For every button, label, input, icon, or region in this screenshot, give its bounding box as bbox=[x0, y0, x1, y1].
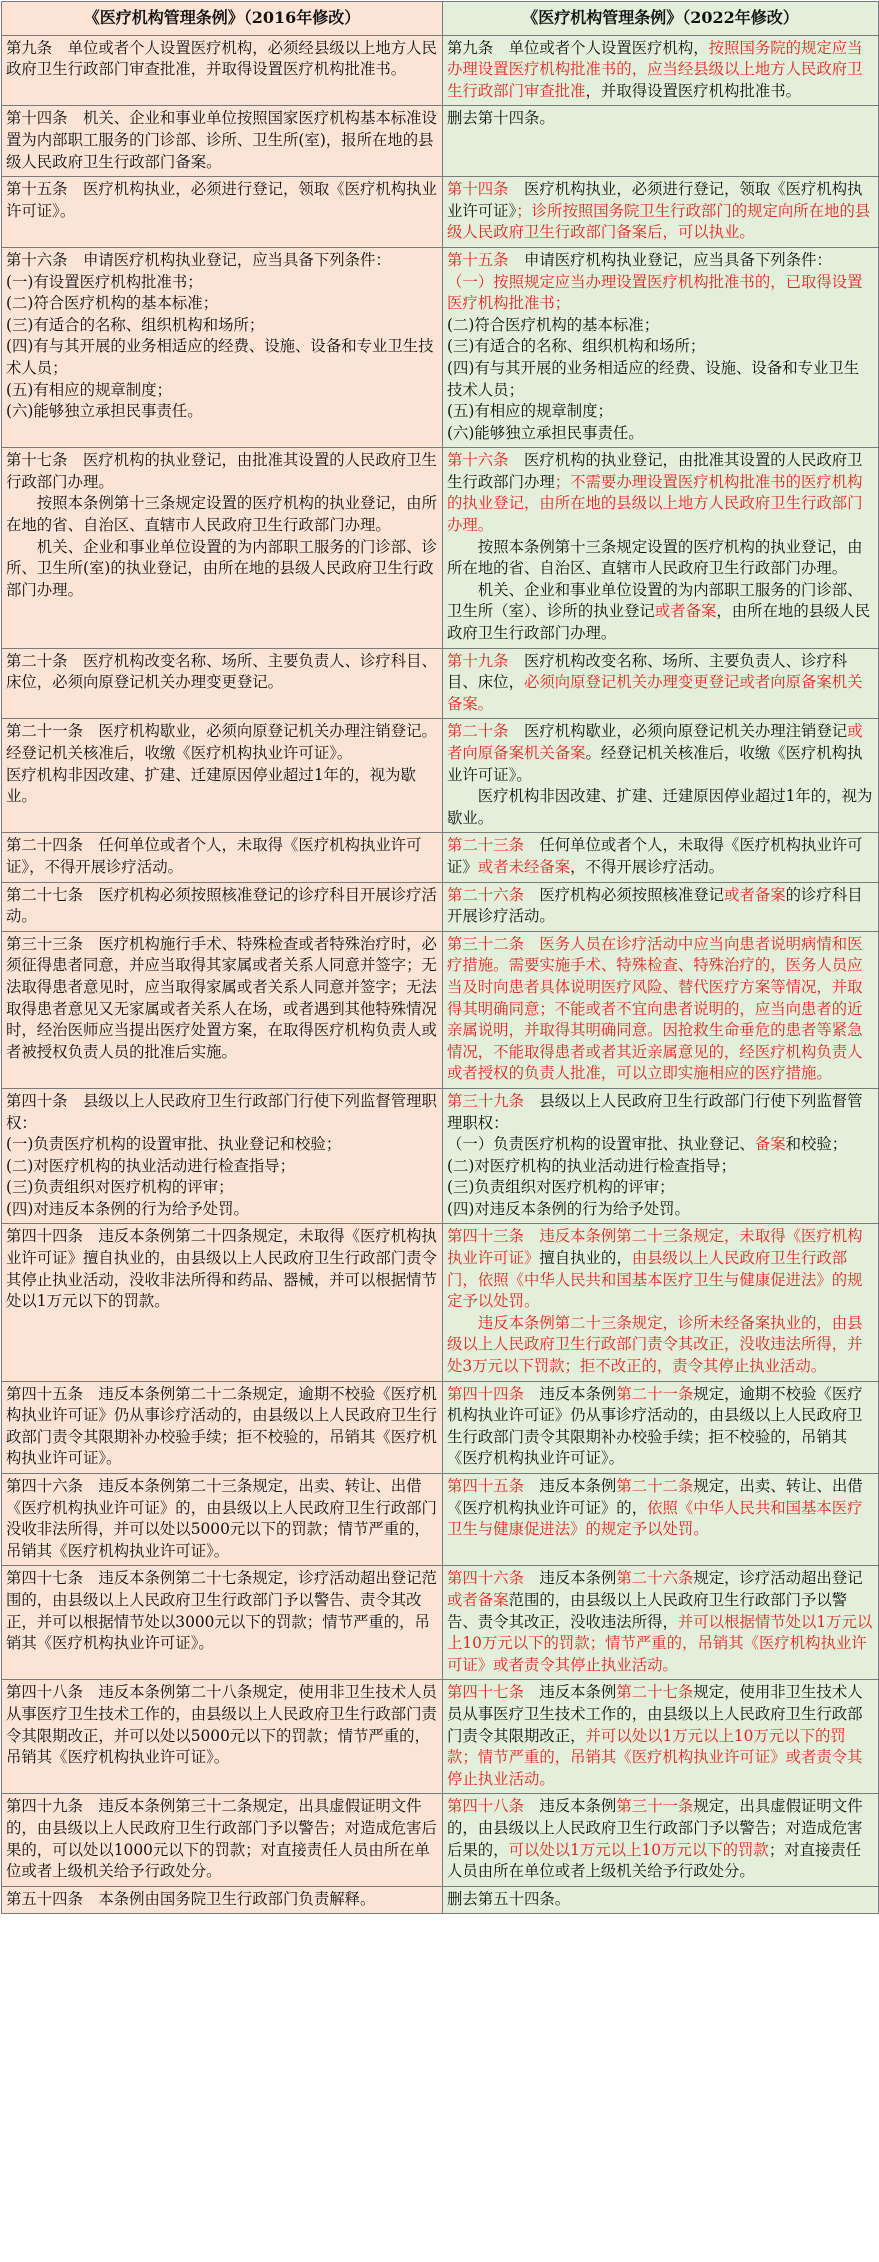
article-text: 。经登记机关核准后，收缴《医疗机构执业许可证》。 bbox=[447, 744, 863, 784]
article-text: (一)负责医疗机构的设置审批、执业登记和校验； bbox=[6, 1135, 342, 1154]
amended-text: 或者未经备案 bbox=[477, 857, 571, 876]
old-article-cell bbox=[2, 1794, 443, 1886]
article-paragraph bbox=[447, 423, 874, 445]
old-article-cell bbox=[2, 1381, 443, 1473]
article-text: 机关、企业和事业单位设置的为内部职工服务的门诊部、卫生所（室）、诊所的执业登记 bbox=[447, 580, 863, 621]
amended-text: 或者向原备案机关备案 bbox=[447, 722, 863, 762]
article-paragraph bbox=[6, 179, 438, 222]
article-text: 第四十条 县级以上人民政府卫生行政部门行使下列监督管理职权： bbox=[6, 1091, 437, 1132]
amended-text: ；不需要办理设置医疗机构批准书的医疗机构的执业登记，由所在地的县级以上地方人民政府卫生行政部门办理。 bbox=[447, 472, 863, 535]
article-text: 医疗机构非因改建、扩建、迁建原因停业超过1年的，视为歇业。 bbox=[447, 787, 873, 827]
article-row bbox=[2, 106, 879, 177]
article-text: 医疗机构必须按照核准登记 bbox=[523, 885, 725, 904]
article-paragraph bbox=[447, 1796, 874, 1882]
article-text: (三)有适合的名称、组织机构和场所； bbox=[6, 315, 265, 334]
article-text: (二)对医疗机构的执业活动进行检查指导； bbox=[447, 1156, 737, 1175]
new-article-cell bbox=[443, 1381, 879, 1473]
article-paragraph bbox=[447, 537, 874, 580]
article-paragraph bbox=[6, 493, 438, 536]
amended-text: 第二十二条 bbox=[616, 1477, 694, 1495]
article-row bbox=[2, 1224, 879, 1381]
amended-text: 第二十六条 bbox=[616, 1569, 694, 1588]
old-article-cell bbox=[2, 719, 443, 833]
article-text: 第二十四条 任何单位或者个人，未取得《医疗机构执业许可证》，不得开展诊疗活动。 bbox=[6, 836, 422, 876]
article-paragraph bbox=[6, 651, 438, 694]
article-paragraph bbox=[447, 450, 874, 536]
amended-text: 第十九条 bbox=[447, 651, 509, 670]
article-paragraph bbox=[447, 721, 874, 786]
article-paragraph bbox=[447, 1091, 874, 1134]
amended-text: 并可以处以1万元以上10万元以下的罚款；情节严重的，吊销其《医疗机构执业许可证》或者责令其停止执业活动。 bbox=[447, 1726, 863, 1788]
article-paragraph bbox=[447, 315, 874, 337]
article-text: 第五十四条 本条例由国务院卫生行政部门负责解释。 bbox=[6, 1889, 376, 1908]
new-article-cell bbox=[443, 177, 879, 248]
old-article-cell bbox=[2, 35, 443, 106]
header-row bbox=[2, 2, 879, 36]
article-paragraph bbox=[6, 38, 438, 81]
new-article-cell bbox=[443, 882, 879, 931]
article-row bbox=[2, 448, 879, 648]
old-article-cell bbox=[2, 448, 443, 648]
amended-text: 第四十四条 bbox=[447, 1384, 524, 1403]
article-row bbox=[2, 1088, 879, 1224]
article-text: 医疗机构的执业登记，由批准其设置的人民政府卫生行政部门办理 bbox=[447, 451, 863, 491]
article-text: ；对直接责任人员由所在单位或者上级机关给予行政处分。 bbox=[447, 1840, 862, 1881]
article-paragraph bbox=[447, 1682, 874, 1790]
article-paragraph bbox=[6, 380, 438, 402]
amended-text: 并可以根据情节处以1万元以上10万元以下的罚款；情节严重的，吊销其《医疗机构执业许可证》或者责令其停止执业活动。 bbox=[447, 1612, 873, 1674]
article-text: 任何单位或者个人，未取得《医疗机构执业许可证》 bbox=[447, 836, 863, 876]
article-row bbox=[2, 648, 879, 719]
article-text: (五)有相应的规章制度； bbox=[447, 402, 613, 421]
article-text: 规定，诊疗活动超出登记 bbox=[693, 1569, 863, 1588]
article-row bbox=[2, 1474, 879, 1566]
article-text: 县级以上人民政府卫生行政部门行使下列监督管理职权： bbox=[447, 1091, 863, 1132]
article-paragraph bbox=[6, 765, 438, 808]
article-paragraph bbox=[6, 1199, 438, 1221]
new-article-cell bbox=[443, 833, 879, 882]
article-paragraph bbox=[6, 537, 438, 602]
article-text: (三)负责组织对医疗机构的评审； bbox=[6, 1178, 234, 1197]
article-paragraph bbox=[6, 1682, 438, 1768]
article-paragraph bbox=[447, 1889, 874, 1911]
article-paragraph bbox=[6, 401, 438, 423]
article-text: (六)能够独立承担民事责任。 bbox=[447, 423, 644, 442]
article-paragraph bbox=[6, 1177, 438, 1199]
article-paragraph bbox=[447, 401, 874, 423]
article-text: 擅自执业的， bbox=[539, 1249, 632, 1268]
article-text: 的诊疗科目开展诊疗活动。 bbox=[447, 885, 863, 926]
amended-text: 第四十三条 违反本条例第二十三条规定，未取得《医疗机构执业许可证》 bbox=[447, 1227, 863, 1268]
amended-text: 第二十条 bbox=[447, 722, 509, 741]
article-paragraph bbox=[6, 250, 438, 272]
article-text: ，并取得设置医疗机构批准书。 bbox=[585, 81, 802, 100]
article-row bbox=[2, 719, 879, 833]
old-version-header: 《医疗机构管理条例》（2016年修改） bbox=[2, 2, 443, 36]
article-row bbox=[2, 1886, 879, 1914]
new-article-cell bbox=[443, 448, 879, 648]
amended-text: 第二十一条 bbox=[616, 1384, 694, 1403]
amended-text: 第十五条 bbox=[447, 250, 509, 269]
amended-text: 违反本条例第二十三条规定，诊所未经备案执业的，由县级以上人民政府卫生行政部门责令其改正，没收违法所得，并处3万元以下罚款；拒不改正的，责令其停止执业活动。 bbox=[447, 1313, 863, 1376]
old-article-cell bbox=[2, 648, 443, 719]
amended-text: 第十四条 bbox=[447, 180, 509, 199]
article-paragraph bbox=[447, 1313, 874, 1378]
article-text: 删去第十四条。 bbox=[447, 109, 555, 128]
article-paragraph bbox=[447, 250, 874, 272]
article-text: 规定，出具虚假证明文件的，由县级以上人民政府卫生行政部门予以警告；对造成危害后果的， bbox=[447, 1797, 863, 1859]
article-paragraph bbox=[6, 293, 438, 315]
article-text: 第四十四条 违反本条例第二十四条规定，未取得《医疗机构执业许可证》擅自执业的，由县级以上人民政府卫生行政部门责令其停止执业活动，没收非法所得和药品、器械，并可以根据情节处以1万元以下的罚款。 bbox=[6, 1227, 437, 1311]
article-text: 医疗机构执业，必须进行登记，领取《医疗机构执业许可证》 bbox=[447, 180, 863, 220]
new-article-cell bbox=[443, 1566, 879, 1680]
article-text: 删去第五十四条。 bbox=[447, 1889, 571, 1908]
article-paragraph bbox=[447, 1134, 874, 1156]
article-paragraph bbox=[447, 786, 874, 829]
article-text: 违反本条例 bbox=[523, 1683, 617, 1702]
new-article-cell bbox=[443, 931, 879, 1088]
article-paragraph bbox=[447, 1156, 874, 1178]
article-text: 第四十七条 违反本条例第二十七条规定，诊疗活动超出登记范围的，由县级以上人民政府卫生行政部门予以警告、责令其改正，并可以根据情节处以3000元以下的罚款；情节严重的，吊销其《医疗机构执业许可证》。 bbox=[6, 1569, 437, 1653]
article-paragraph bbox=[447, 336, 874, 358]
amended-text: 第四十七条 bbox=[447, 1683, 524, 1702]
new-article-cell bbox=[443, 1680, 879, 1794]
article-paragraph bbox=[447, 1476, 874, 1541]
article-paragraph bbox=[447, 1226, 874, 1312]
article-text: 范围的，由县级以上人民政府卫生行政部门予以警告、责令其改正，没收违法所得， bbox=[447, 1590, 848, 1631]
article-paragraph bbox=[6, 1384, 438, 1470]
article-paragraph bbox=[447, 1177, 874, 1199]
article-text: 第九条 单位或者个人设置医疗机构，必须经县级以上地方人民政府卫生行政部门审查批准，并取得设置医疗机构批准书。 bbox=[6, 38, 437, 79]
article-text: 第十六条 申请医疗机构执业登记，应当具备下列条件： bbox=[6, 250, 391, 269]
amended-text: 可以处以1万元以上10万元以下的罚款 bbox=[508, 1840, 769, 1859]
amended-text: ；诊所按照国务院卫生行政部门的规定向所在地的县级人民政府卫生行政部门备案后，可以执业。 bbox=[447, 201, 871, 242]
article-text: 第十五条 医疗机构执业，必须进行登记，领取《医疗机构执业许可证》。 bbox=[6, 180, 437, 220]
article-text: 机关、企业和事业单位设置的为内部职工服务的门诊部、诊所、卫生所(室)的执业登记，由所在地的县级人民政府卫生行政部门办理。 bbox=[6, 537, 437, 599]
article-paragraph bbox=[447, 835, 874, 878]
comparison-table bbox=[1, 1, 879, 1914]
article-paragraph bbox=[6, 934, 438, 1064]
new-article-cell bbox=[443, 247, 879, 447]
old-article-cell bbox=[2, 106, 443, 177]
new-article-cell bbox=[443, 1088, 879, 1224]
article-text: 违反本条例 bbox=[523, 1384, 617, 1403]
article-text: 违反本条例 bbox=[523, 1569, 617, 1588]
article-paragraph bbox=[6, 1889, 438, 1911]
article-text: (三)有适合的名称、组织机构和场所； bbox=[447, 337, 706, 356]
article-text: ，由所在地的县级人民政府卫生行政部门办理。 bbox=[447, 602, 871, 643]
article-paragraph bbox=[447, 38, 874, 103]
article-text: 第二十一条 医疗机构歇业，必须向原登记机关办理注销登记。经登记机关核准后，收缴《医疗机构执业许可证》。 bbox=[6, 722, 437, 762]
article-paragraph bbox=[447, 358, 874, 401]
article-text: (二)对医疗机构的执业活动进行检查指导； bbox=[6, 1156, 296, 1175]
new-article-cell bbox=[443, 1224, 879, 1381]
article-text: 按照本条例第十三条规定设置的医疗机构的执业登记，由所在地的省、自治区、直辖市人民政府卫生行政部门办理。 bbox=[447, 537, 863, 578]
old-article-cell bbox=[2, 882, 443, 931]
article-paragraph bbox=[447, 1384, 874, 1470]
article-row bbox=[2, 247, 879, 447]
article-row bbox=[2, 882, 879, 931]
article-text: 医疗机构歇业，必须向原登记机关办理注销登记 bbox=[508, 722, 848, 741]
amended-text: 第二十三条 bbox=[447, 836, 524, 855]
article-paragraph bbox=[6, 315, 438, 337]
article-row bbox=[2, 177, 879, 248]
new-article-cell bbox=[443, 1886, 879, 1914]
article-row bbox=[2, 1566, 879, 1680]
article-text: 第四十八条 违反本条例第二十八条规定，使用非卫生技术人员从事医疗卫生技术工作的，由县级以上人民政府卫生行政部门责令其限期改正，并可以处以5000元以下的罚款；情节严重的，吊销其《医疗机构执业许可证》。 bbox=[6, 1683, 437, 1767]
article-paragraph bbox=[6, 450, 438, 493]
old-article-cell bbox=[2, 833, 443, 882]
article-text: (二)符合医疗机构的基本标准； bbox=[6, 294, 219, 313]
article-row bbox=[2, 931, 879, 1088]
article-row bbox=[2, 1381, 879, 1473]
amended-text: 或者备案 bbox=[724, 885, 786, 904]
amended-text: 依照《中华人民共和国基本医疗卫生与健康促进法》的规定予以处罚。 bbox=[447, 1498, 863, 1539]
article-paragraph bbox=[6, 1156, 438, 1178]
amended-text: 由县级以上人民政府卫生行政部门 bbox=[447, 1249, 848, 1289]
amended-text: （一）按照规定应当办理设置医疗机构批准书的，已取得设置医疗机构批准书； bbox=[447, 272, 863, 313]
article-text: 第二十七条 医疗机构必须按照核准登记的诊疗科目开展诊疗活动。 bbox=[6, 885, 437, 926]
article-paragraph bbox=[447, 651, 874, 716]
amended-text: 第三十九条 bbox=[447, 1091, 524, 1110]
article-text: 违反本条例 bbox=[523, 1477, 617, 1495]
old-article-cell bbox=[2, 1680, 443, 1794]
old-article-cell bbox=[2, 247, 443, 447]
article-paragraph bbox=[6, 1568, 438, 1654]
article-paragraph bbox=[447, 580, 874, 645]
article-paragraph bbox=[6, 1476, 438, 1562]
new-article-cell bbox=[443, 35, 879, 106]
amended-text: 第十六条 bbox=[447, 451, 509, 470]
amended-text: 第二十六条 bbox=[447, 885, 524, 904]
article-text: 按照本条例第十三条规定设置的医疗机构的执业登记，由所在地的省、自治区、直辖市人民政府卫生行政部门办理。 bbox=[6, 494, 437, 535]
article-text: (三)负责组织对医疗机构的评审； bbox=[447, 1178, 675, 1197]
new-version-header: 《医疗机构管理条例》（2022年修改） bbox=[443, 2, 879, 36]
article-text: (四)有与其开展的业务相适应的经费、设施、设备和专业卫生技术人员； bbox=[447, 358, 860, 399]
amended-text: 按照国务院的规定应当办理设置医疗机构批准书的，应当经县级以上地方人民政府卫生行政部门审查批准 bbox=[447, 38, 863, 100]
amended-text: 第三十一条 bbox=[616, 1797, 694, 1816]
article-paragraph bbox=[447, 885, 874, 928]
amended-text: 第三十二条 医务人员在诊疗活动中应当向患者说明病情和医疗措施。需要实施手术、特殊检查、特殊治疗的，医务人员应当及时向患者具体说明医疗风险、替代医疗方案等情况，并取得其明确同意；不能或者不宜向患者说明的，应当向患者的近亲属说明，并取得其明确同意。因抢救生命垂危的患者等紧急情况，不能取得患者或者其近亲属意见的，经医疗机构负责人或者授权的负责人批准，可以立即实施相应的医疗措施。 bbox=[447, 934, 863, 1083]
article-text: 规定，逾期不校验《医疗机构执业许可证》仍从事诊疗活动的，由县级以上人民政府卫生行政部门责令其限期补办校验手续；拒不校验的，吊销其《医疗机构执业许可证》。 bbox=[447, 1384, 863, 1468]
article-paragraph bbox=[447, 1568, 874, 1676]
article-text: 医疗机构非因改建、扩建、迁建原因停业超过1年的，视为歇业。 bbox=[6, 765, 416, 806]
article-paragraph bbox=[6, 108, 438, 173]
article-text: 第四十九条 违反本条例第三十二条规定，出具虚假证明文件的，由县级以上人民政府卫生行政部门予以警告；对造成危害后果的，可以处以1000元以下的罚款；对直接责任人员由所在单位或者上级机关给予行政处分。 bbox=[6, 1797, 437, 1881]
article-row bbox=[2, 833, 879, 882]
amended-text: 第四十五条 bbox=[447, 1477, 524, 1495]
article-text: （一）负责医疗机构的设置审批、执业登记、 bbox=[447, 1135, 755, 1154]
article-text: 第四十六条 违反本条例第二十三条规定，出卖、转让、出借《医疗机构执业许可证》的，由县级以上人民政府卫生行政部门没收非法所得，并可以处以5000元以下的罚款；情节严重的，吊销其《医疗机构执业许可证》。 bbox=[6, 1477, 437, 1560]
article-paragraph bbox=[6, 885, 438, 928]
article-paragraph bbox=[6, 1091, 438, 1134]
article-text: (二)符合医疗机构的基本标准； bbox=[447, 315, 660, 334]
new-article-cell bbox=[443, 1474, 879, 1566]
article-paragraph bbox=[6, 272, 438, 294]
article-paragraph bbox=[447, 272, 874, 315]
article-row bbox=[2, 1794, 879, 1886]
article-text: 规定，使用非卫生技术人员从事医疗卫生技术工作的，由县级以上人民政府卫生行政部门责令其限期改正， bbox=[447, 1683, 863, 1745]
article-text: 第三十三条 医疗机构施行手术、特殊检查或者特殊治疗时，必须征得患者同意，并应当取得其家属或者关系人同意并签字；无法取得患者意见时，应当取得家属或者关系人同意并签字；无法取得患者意见又无家属或者关系人在场，或者遇到其他特殊情况时，经治医师应当提出医疗处置方案，在取得医疗机构负责人或者被授权负责人员的批准后实施。 bbox=[6, 934, 437, 1061]
article-text: 违反本条例 bbox=[523, 1797, 617, 1816]
article-text: (五)有相应的规章制度； bbox=[6, 380, 172, 399]
amended-text: 第四十六条 bbox=[447, 1569, 524, 1588]
article-row bbox=[2, 1680, 879, 1794]
article-paragraph bbox=[6, 835, 438, 878]
article-text: 医疗机构改变名称、场所、主要负责人、诊疗科目、床位， bbox=[447, 651, 848, 692]
article-text: (四)对违反本条例的行为给予处罚。 bbox=[447, 1199, 690, 1218]
article-paragraph bbox=[6, 1796, 438, 1882]
article-paragraph bbox=[6, 1226, 438, 1312]
article-text: 第九条 单位或者个人设置医疗机构， bbox=[447, 38, 709, 57]
article-text: (四)有与其开展的业务相适应的经费、设施、设备和专业卫生技术人员； bbox=[6, 337, 434, 377]
new-article-cell bbox=[443, 648, 879, 719]
article-text: (六)能够独立承担民事责任。 bbox=[6, 402, 203, 421]
amended-text: 备案 bbox=[754, 1135, 786, 1154]
article-text: (四)对违反本条例的行为给予处罚。 bbox=[6, 1199, 249, 1218]
article-text: 第二十条 医疗机构改变名称、场所、主要负责人、诊疗科目、床位，必须向原登记机关办理变更登记。 bbox=[6, 651, 437, 692]
old-article-cell bbox=[2, 931, 443, 1088]
old-article-cell bbox=[2, 1566, 443, 1680]
new-article-cell bbox=[443, 106, 879, 177]
amended-text: 第四十八条 bbox=[447, 1797, 524, 1816]
article-text: 第十七条 医疗机构的执业登记，由批准其设置的人民政府卫生行政部门办理。 bbox=[6, 451, 437, 491]
amended-text: 第二十七条 bbox=[616, 1683, 694, 1702]
amended-text: 必须向原登记机关办理变更登记或者向原备案机关备案。 bbox=[447, 673, 863, 713]
article-text: (一)有设置医疗机构批准书； bbox=[6, 272, 203, 291]
article-paragraph bbox=[447, 108, 874, 130]
amended-text: ，依照《中华人民共和国基本医疗卫生与健康促进法》的规定予以处罚。 bbox=[447, 1270, 863, 1311]
old-article-cell bbox=[2, 1474, 443, 1566]
article-paragraph bbox=[6, 336, 438, 379]
article-text: 和校验； bbox=[785, 1135, 848, 1154]
article-text: 规定，出卖、转让、出借《医疗机构执业许可证》的， bbox=[447, 1477, 863, 1517]
article-text: 第十四条 机关、企业和事业单位按照国家医疗机构基本标准设置为内部职工服务的门诊部、诊所、卫生所(室)，报所在地的县级人民政府卫生行政部门备案。 bbox=[6, 109, 437, 171]
old-article-cell bbox=[2, 177, 443, 248]
amended-text: 或者备案 bbox=[654, 602, 717, 621]
old-article-cell bbox=[2, 1088, 443, 1224]
article-text: 申请医疗机构执业登记，应当具备下列条件： bbox=[508, 250, 832, 269]
new-article-cell bbox=[443, 719, 879, 833]
article-paragraph bbox=[447, 1199, 874, 1221]
article-paragraph bbox=[447, 934, 874, 1085]
article-text: 第四十五条 违反本条例第二十二条规定，逾期不校验《医疗机构执业许可证》仍从事诊疗活动的，由县级以上人民政府卫生行政部门责令其限期补办校验手续；拒不校验的，吊销其《医疗机构执业许可证》。 bbox=[6, 1384, 437, 1468]
article-paragraph bbox=[6, 1134, 438, 1156]
amended-text: 或者备案 bbox=[447, 1590, 509, 1609]
article-text: ，不得开展诊疗活动。 bbox=[570, 857, 725, 876]
new-article-cell bbox=[443, 1794, 879, 1886]
article-row bbox=[2, 35, 879, 106]
old-article-cell bbox=[2, 1224, 443, 1381]
article-paragraph bbox=[6, 721, 438, 764]
old-article-cell bbox=[2, 1886, 443, 1914]
article-paragraph bbox=[447, 179, 874, 244]
